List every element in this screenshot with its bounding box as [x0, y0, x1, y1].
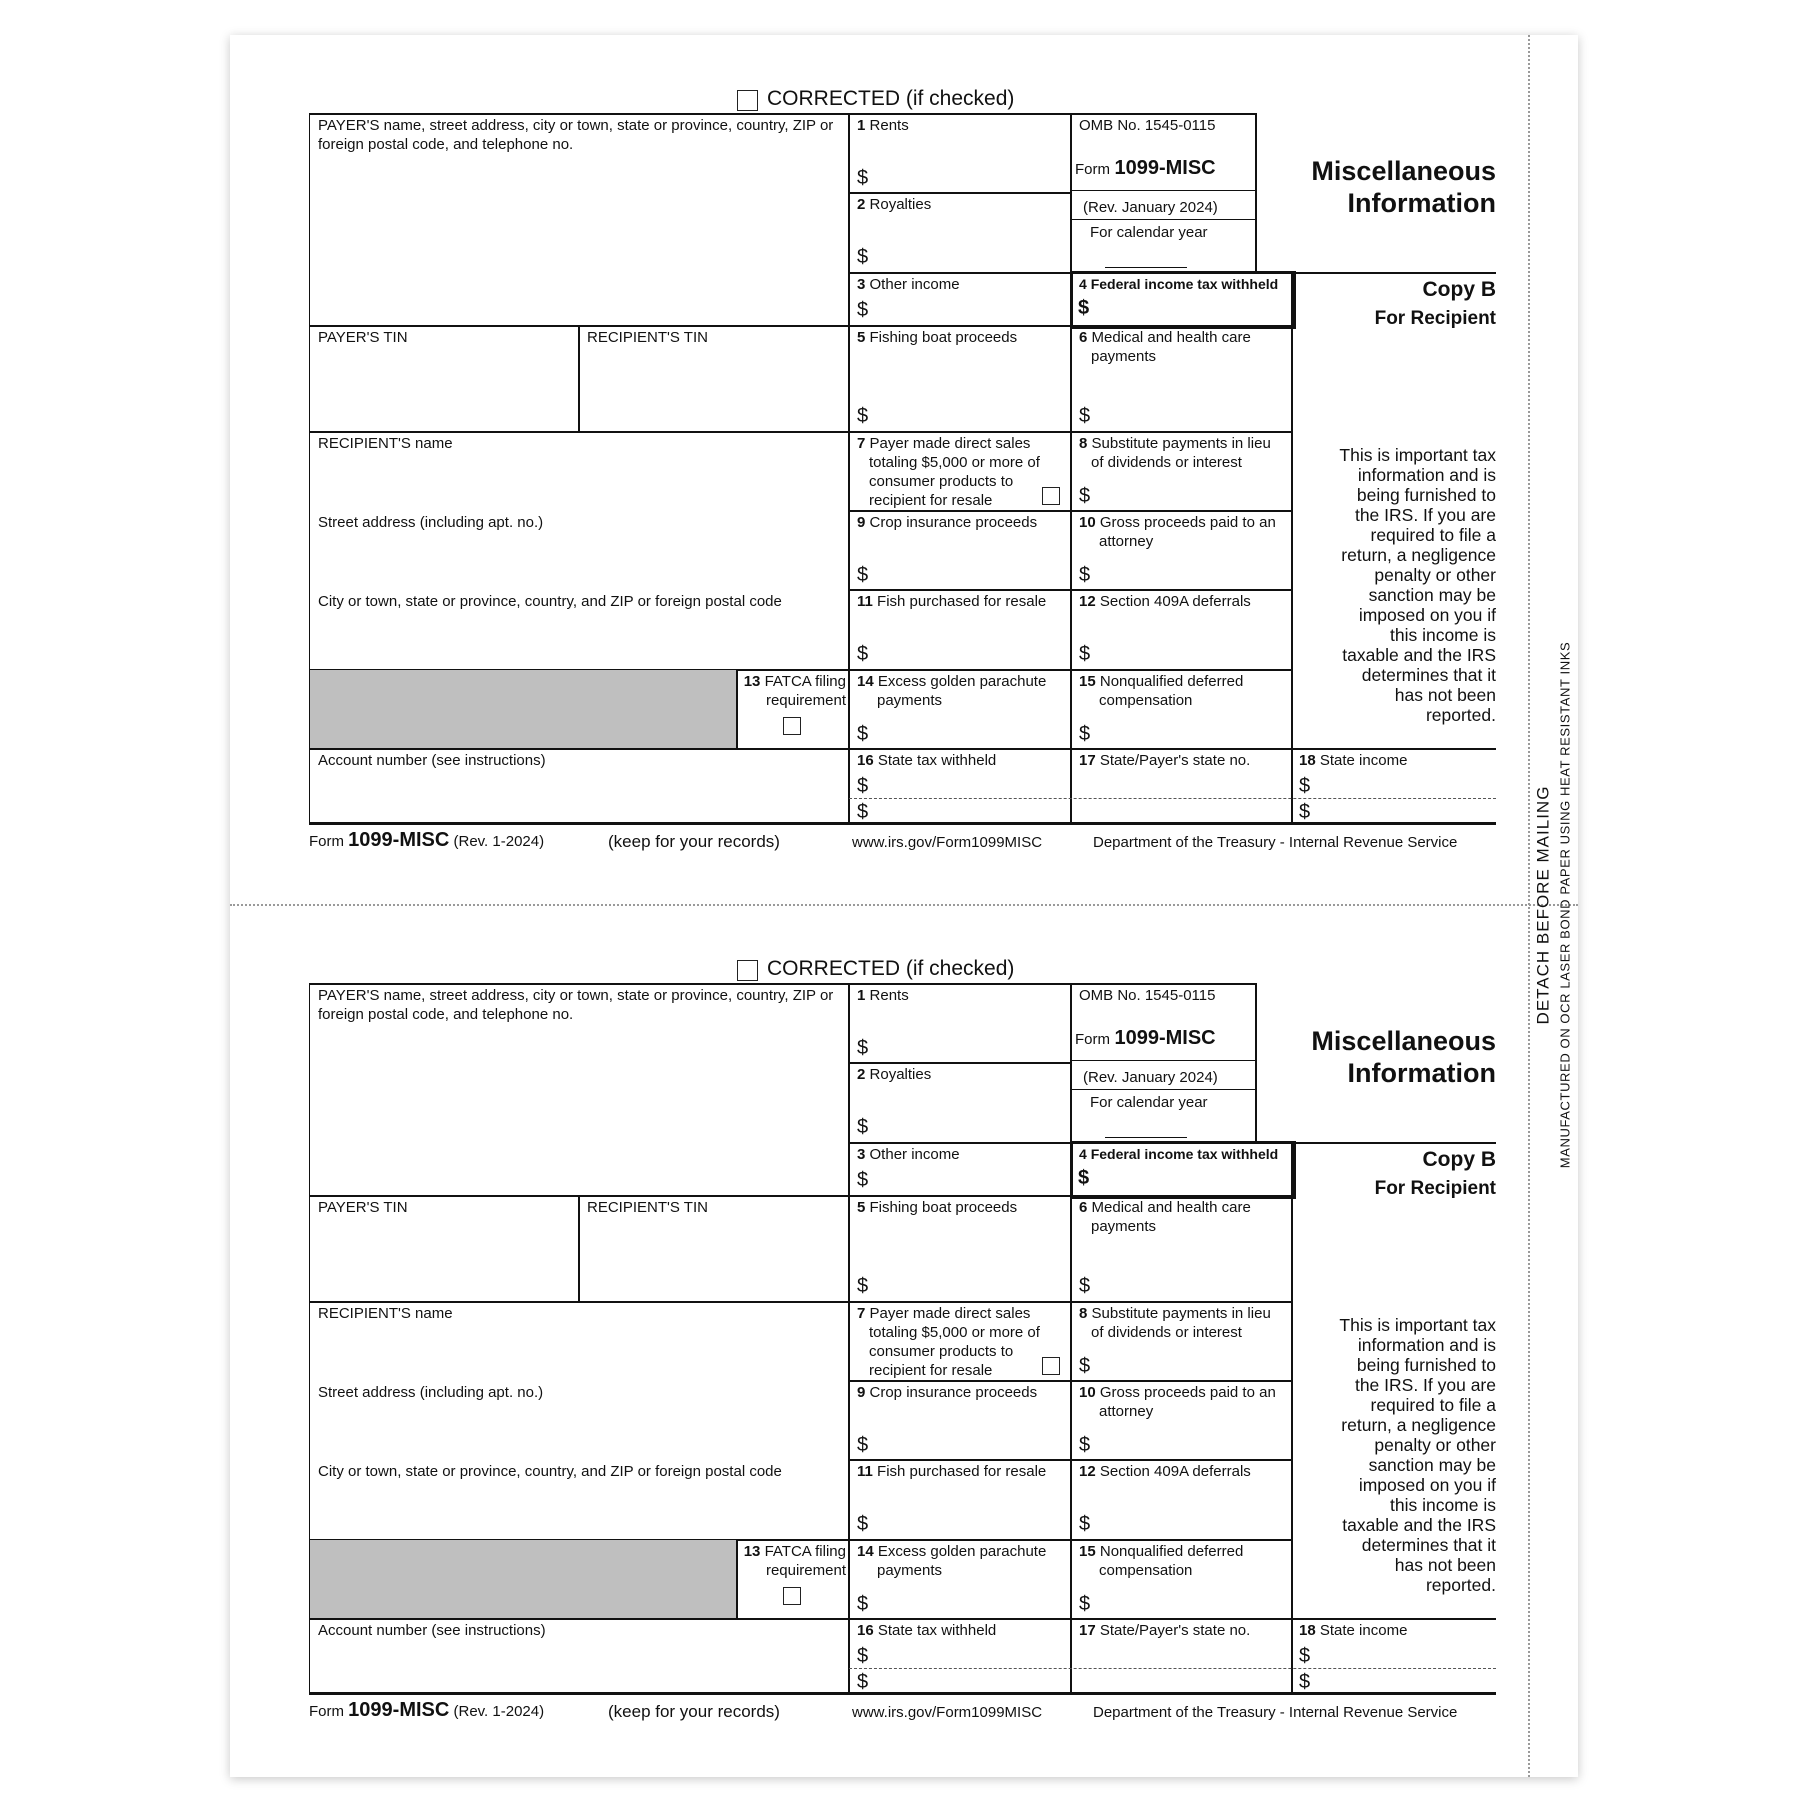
box1-label: 1 Rents — [857, 987, 909, 1004]
grid-line — [1071, 219, 1255, 220]
box11-dollar: $ — [857, 1513, 869, 1535]
form-revision: (Rev. January 2024) — [1083, 199, 1218, 216]
box8-dollar: $ — [1079, 1355, 1091, 1377]
street-address-label: Street address (including apt. no.) — [318, 1384, 544, 1401]
box10-label: 10 Gross proceeds paid to an attorney — [1079, 514, 1276, 550]
grid-line — [736, 1539, 738, 1619]
box5-label: 5 Fishing boat proceeds — [857, 1199, 1018, 1216]
box7-checkbox[interactable] — [1042, 487, 1060, 505]
box6-label: 6 Medical and health care payments — [1079, 1199, 1251, 1235]
box8-label: 8 Substitute payments in lieu of dividends or interest — [1079, 1305, 1271, 1341]
grid-line — [578, 325, 580, 431]
grid-line — [849, 1062, 1071, 1064]
form-copy-bottom — [230, 905, 1578, 1765]
payer-name-label: PAYER'S name, street address, city or town, state or province, country, ZIP or foreign postal code, and telephone no. — [318, 117, 834, 153]
grid-line — [1291, 1142, 1293, 1694]
footer-keep: (keep for your records) — [608, 832, 780, 851]
box11-label: 11 Fish purchased for resale — [857, 593, 1047, 610]
grid-line — [1255, 113, 1257, 273]
box14-label: 14 Excess golden parachute payments — [857, 673, 1047, 709]
payer-tin-label: PAYER'S TIN — [318, 1199, 408, 1216]
box7-label: 7 Payer made direct sales totaling $5,000 or more of consumer products to recipient for resale — [857, 435, 1040, 509]
calendar-year-label: For calendar year — [1090, 1094, 1208, 1111]
grid-line-dashed — [849, 798, 1496, 799]
footer-url[interactable]: www.irs.gov/Form1099MISC — [852, 1704, 1043, 1721]
grid-line — [1071, 190, 1255, 191]
important-tax-notice: This is important tax information and is being furnished to the IRS. If you are required to file a return, a negligence penalty or other sanction may be imposed on you if this income is taxable and the IRS determines that it has not been reported. — [1339, 1315, 1496, 1595]
box13-checkbox[interactable] — [783, 717, 801, 735]
box5-dollar: $ — [857, 405, 869, 427]
grid-line — [309, 113, 1255, 115]
grid-line — [736, 669, 738, 749]
box16-dollar-2: $ — [857, 1671, 869, 1693]
box9-label: 9 Crop insurance proceeds — [857, 1384, 1038, 1401]
box9-dollar: $ — [857, 564, 869, 586]
calendar-year-field[interactable] — [1105, 1137, 1187, 1138]
box16-dollar-2: $ — [857, 801, 869, 823]
box13-label: 13 FATCA filing requirement — [743, 1543, 846, 1579]
box18-label: 18 State income — [1299, 1622, 1408, 1639]
calendar-year-label: For calendar year — [1090, 224, 1208, 241]
grid-line — [309, 748, 1496, 750]
box2-label: 2 Royalties — [857, 1066, 932, 1083]
box5-dollar: $ — [857, 1275, 869, 1297]
form-id: Form 1099-MISC — [1075, 157, 1216, 179]
grid-line — [849, 1459, 1292, 1461]
box9-label: 9 Crop insurance proceeds — [857, 514, 1038, 531]
grid-line — [1071, 1060, 1255, 1061]
box14-dollar: $ — [857, 723, 869, 745]
box18-dollar-2: $ — [1299, 1671, 1311, 1693]
box15-dollar: $ — [1079, 723, 1091, 745]
grid-line — [849, 589, 1292, 591]
city-label: City or town, state or province, country, and ZIP or foreign postal code — [318, 593, 782, 610]
box16-dollar-1: $ — [857, 775, 869, 797]
box10-label: 10 Gross proceeds paid to an attorney — [1079, 1384, 1276, 1420]
account-number-label: Account number (see instructions) — [318, 752, 546, 769]
omb-number: OMB No. 1545-0115 — [1079, 987, 1216, 1004]
footer-form-id: Form 1099-MISC (Rev. 1-2024) — [309, 1699, 545, 1721]
box2-dollar: $ — [857, 246, 869, 268]
payer-name-field[interactable] — [312, 1025, 846, 1191]
box7-checkbox[interactable] — [1042, 1357, 1060, 1375]
box10-dollar: $ — [1079, 1434, 1091, 1456]
footer-department: Department of the Treasury - Internal Revenue Service — [1093, 1704, 1458, 1721]
box2-field[interactable] — [875, 1105, 1065, 1139]
city-label: City or town, state or province, country, and ZIP or foreign postal code — [318, 1463, 782, 1480]
recipient-tin-label: RECIPIENT'S TIN — [587, 1199, 708, 1216]
grid-line-dashed — [849, 1668, 1496, 1669]
box12-label: 12 Section 409A deferrals — [1079, 593, 1251, 610]
box17-label: 17 State/Payer's state no. — [1079, 752, 1251, 769]
form-copy-top — [230, 35, 1578, 895]
box15-label: 15 Nonqualified deferred compensation — [1079, 673, 1244, 709]
box4-dollar: $ — [1078, 297, 1090, 319]
footer-keep: (keep for your records) — [608, 1702, 780, 1721]
copy-b-label: Copy B — [1422, 278, 1496, 301]
box3-label: 3 Other income — [857, 1146, 960, 1163]
box12-dollar: $ — [1079, 643, 1091, 665]
box12-label: 12 Section 409A deferrals — [1079, 1463, 1251, 1480]
box1-dollar: $ — [857, 167, 869, 189]
box8-label: 8 Substitute payments in lieu of dividends or interest — [1079, 435, 1271, 471]
grid-line — [849, 1380, 1292, 1382]
detach-notice: DETACH BEFORE MAILING — [1533, 785, 1553, 1025]
grid-line — [849, 272, 1071, 274]
shaded-area — [310, 1540, 736, 1618]
form-title: Miscellaneous Information — [1311, 156, 1496, 218]
payer-name-field[interactable] — [312, 155, 846, 321]
box1-label: 1 Rents — [857, 117, 909, 134]
corrected-label: CORRECTED (if checked) — [767, 87, 1015, 110]
form-id: Form 1099-MISC — [1075, 1027, 1216, 1049]
box12-dollar: $ — [1079, 1513, 1091, 1535]
for-recipient-label: For Recipient — [1374, 308, 1496, 329]
box3-dollar: $ — [857, 299, 869, 321]
grid-line — [1291, 272, 1293, 824]
important-tax-notice: This is important tax information and is being furnished to the IRS. If you are required to file a return, a negligence penalty or other sanction may be imposed on you if this income is taxable and the IRS determines that it has not been reported. — [1339, 445, 1496, 725]
grid-line — [1255, 983, 1257, 1143]
box6-dollar: $ — [1079, 1275, 1091, 1297]
grid-line — [578, 1195, 580, 1301]
grid-line — [849, 1142, 1071, 1144]
grid-line — [848, 983, 850, 1694]
box8-dollar: $ — [1079, 485, 1091, 507]
box10-dollar: $ — [1079, 564, 1091, 586]
box16-label: 16 State tax withheld — [857, 752, 997, 769]
box11-label: 11 Fish purchased for resale — [857, 1463, 1047, 1480]
box13-label: 13 FATCA filing requirement — [743, 673, 846, 709]
for-recipient-label: For Recipient — [1374, 1178, 1496, 1199]
box2-label: 2 Royalties — [857, 196, 932, 213]
footer-form-id: Form 1099-MISC (Rev. 1-2024) — [309, 829, 545, 851]
box18-dollar-2: $ — [1299, 801, 1311, 823]
box7-label: 7 Payer made direct sales totaling $5,000 or more of consumer products to recipient for resale — [857, 1305, 1040, 1379]
box18-dollar-1: $ — [1299, 775, 1311, 797]
manufactured-notice: MANUFACTURED ON OCR LASER BOND PAPER USING HEAT RESISTANT INKS — [1557, 641, 1573, 1169]
grid-line — [849, 510, 1292, 512]
box14-label: 14 Excess golden parachute payments — [857, 1543, 1047, 1579]
grid-line — [309, 1618, 1496, 1620]
box13-checkbox[interactable] — [783, 1587, 801, 1605]
box18-dollar-1: $ — [1299, 1645, 1311, 1667]
recipient-tin-label: RECIPIENT'S TIN — [587, 329, 708, 346]
box3-label: 3 Other income — [857, 276, 960, 293]
box16-dollar-1: $ — [857, 1645, 869, 1667]
account-number-label: Account number (see instructions) — [318, 1622, 546, 1639]
box1-dollar: $ — [857, 1037, 869, 1059]
shaded-area — [310, 670, 736, 748]
box2-dollar: $ — [857, 1116, 869, 1138]
recipient-name-label: RECIPIENT'S name — [318, 1305, 453, 1322]
box1-field[interactable] — [875, 155, 1065, 189]
grid-line — [309, 431, 1292, 433]
box6-label: 6 Medical and health care payments — [1079, 329, 1251, 365]
footer-url[interactable]: www.irs.gov/Form1099MISC — [852, 834, 1043, 851]
grid-line — [849, 192, 1071, 194]
recipient-name-label: RECIPIENT'S name — [318, 435, 453, 452]
grid-line — [848, 113, 850, 824]
box11-dollar: $ — [857, 643, 869, 665]
box2-field[interactable] — [875, 235, 1065, 269]
box1-field[interactable] — [875, 1025, 1065, 1059]
corrected-checkbox[interactable] — [737, 960, 758, 981]
payer-name-label: PAYER'S name, street address, city or town, state or province, country, ZIP or foreign postal code, and telephone no. — [318, 987, 834, 1023]
box15-dollar: $ — [1079, 1593, 1091, 1615]
grid-line — [1071, 1089, 1255, 1090]
corrected-checkbox[interactable] — [737, 90, 758, 111]
box6-dollar: $ — [1079, 405, 1091, 427]
box18-label: 18 State income — [1299, 752, 1408, 769]
box4-label: 4 Federal income tax withheld — [1079, 276, 1279, 292]
box9-dollar: $ — [857, 1434, 869, 1456]
payer-tin-label: PAYER'S TIN — [318, 329, 408, 346]
omb-number: OMB No. 1545-0115 — [1079, 117, 1216, 134]
grid-line — [309, 1301, 1292, 1303]
box17-label: 17 State/Payer's state no. — [1079, 1622, 1251, 1639]
box16-label: 16 State tax withheld — [857, 1622, 997, 1639]
box3-dollar: $ — [857, 1169, 869, 1191]
grid-line — [309, 1692, 1496, 1695]
street-address-label: Street address (including apt. no.) — [318, 514, 544, 531]
form-revision: (Rev. January 2024) — [1083, 1069, 1218, 1086]
form-title: Miscellaneous Information — [1311, 1026, 1496, 1088]
calendar-year-field[interactable] — [1105, 267, 1187, 268]
corrected-label: CORRECTED (if checked) — [767, 957, 1015, 980]
grid-line — [309, 983, 1255, 985]
box14-dollar: $ — [857, 1593, 869, 1615]
footer-department: Department of the Treasury - Internal Revenue Service — [1093, 834, 1458, 851]
box5-label: 5 Fishing boat proceeds — [857, 329, 1018, 346]
box4-label: 4 Federal income tax withheld — [1079, 1146, 1279, 1162]
grid-line — [309, 822, 1496, 825]
copy-b-label: Copy B — [1422, 1148, 1496, 1171]
box15-label: 15 Nonqualified deferred compensation — [1079, 1543, 1244, 1579]
box4-dollar: $ — [1078, 1167, 1090, 1189]
